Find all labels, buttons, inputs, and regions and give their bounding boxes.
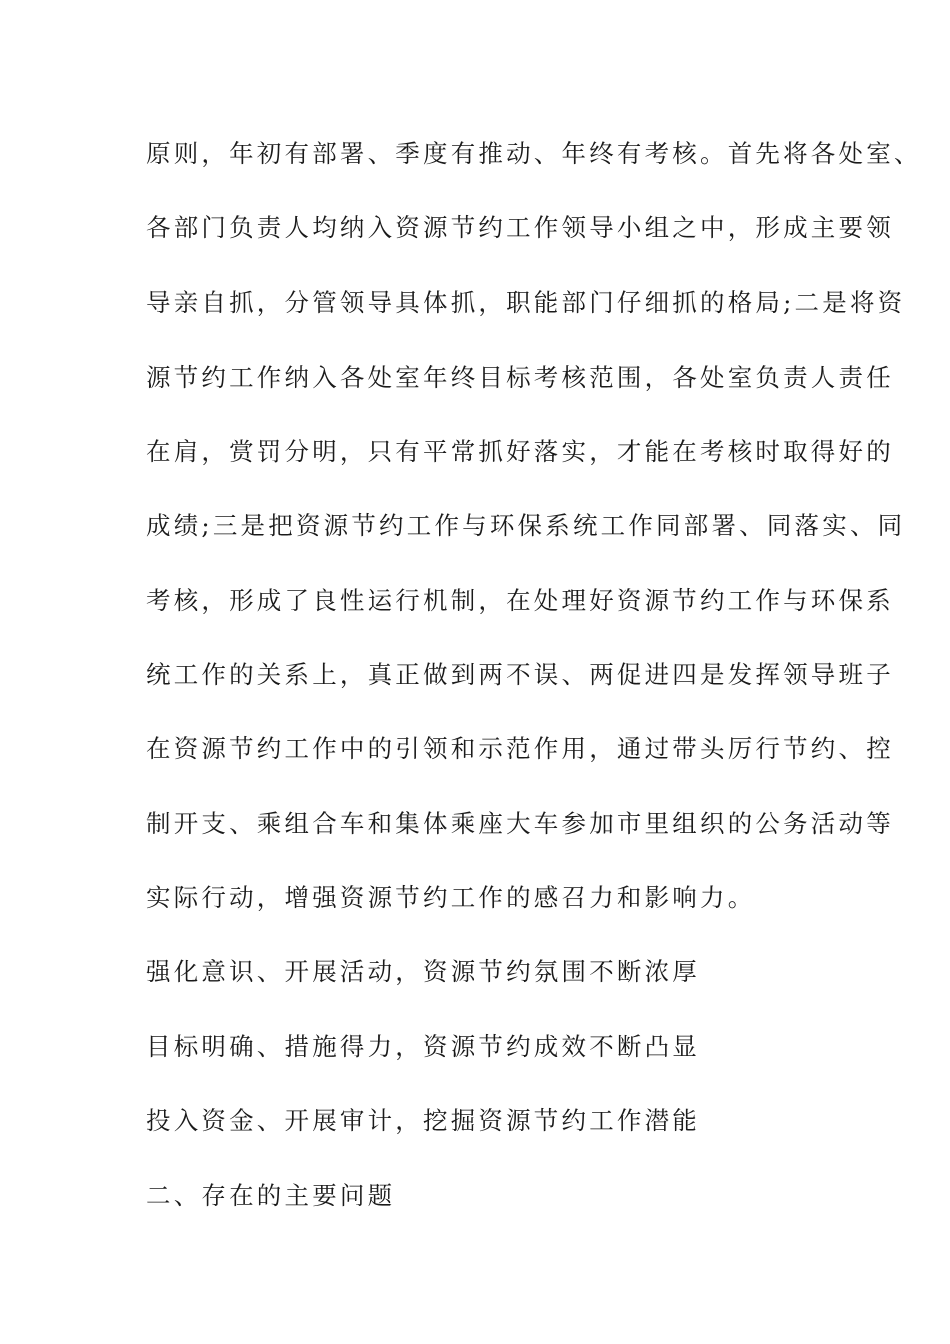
section-heading: 目标明确、措施得力，资源节约成效不断凸显 — [146, 1032, 700, 1061]
paragraph-line: 考核，形成了良性运行机制，在处理好资源节约工作与环保系 — [146, 586, 894, 615]
section-heading: 强化意识、开展活动，资源节约氛围不断浓厚 — [146, 957, 700, 986]
paragraph-line: 在肩，赏罚分明，只有平常抓好落实，才能在考核时取得好的 — [146, 437, 894, 466]
paragraph-line: 制开支、乘组合车和集体乘座大车参加市里组织的公务活动等 — [146, 809, 894, 838]
paragraph-line: 原则，年初有部署、季度有推动、年终有考核。首先将各处室、 — [146, 139, 922, 168]
paragraph-line: 统工作的关系上，真正做到两不误、两促进四是发挥领导班子 — [146, 660, 894, 689]
paragraph-line: 源节约工作纳入各处室年终目标考核范围，各处室负责人责任 — [146, 363, 894, 392]
paragraph-line: 导亲自抓，分管领导具体抓，职能部门仔细抓的格局;二是将资 — [146, 288, 906, 317]
paragraph-line: 实际行动，增强资源节约工作的感召力和影响力。 — [146, 883, 756, 912]
section-heading: 投入资金、开展审计，挖掘资源节约工作潜能 — [146, 1106, 700, 1135]
paragraph-line: 成绩;三是把资源节约工作与环保系统工作同部署、同落实、同 — [146, 511, 906, 540]
section-heading: 二、存在的主要问题 — [146, 1181, 396, 1210]
paragraph-line: 各部门负责人均纳入资源节约工作领导小组之中，形成主要领 — [146, 213, 894, 242]
paragraph-line: 在资源节约工作中的引领和示范作用，通过带头厉行节约、控 — [146, 734, 894, 763]
